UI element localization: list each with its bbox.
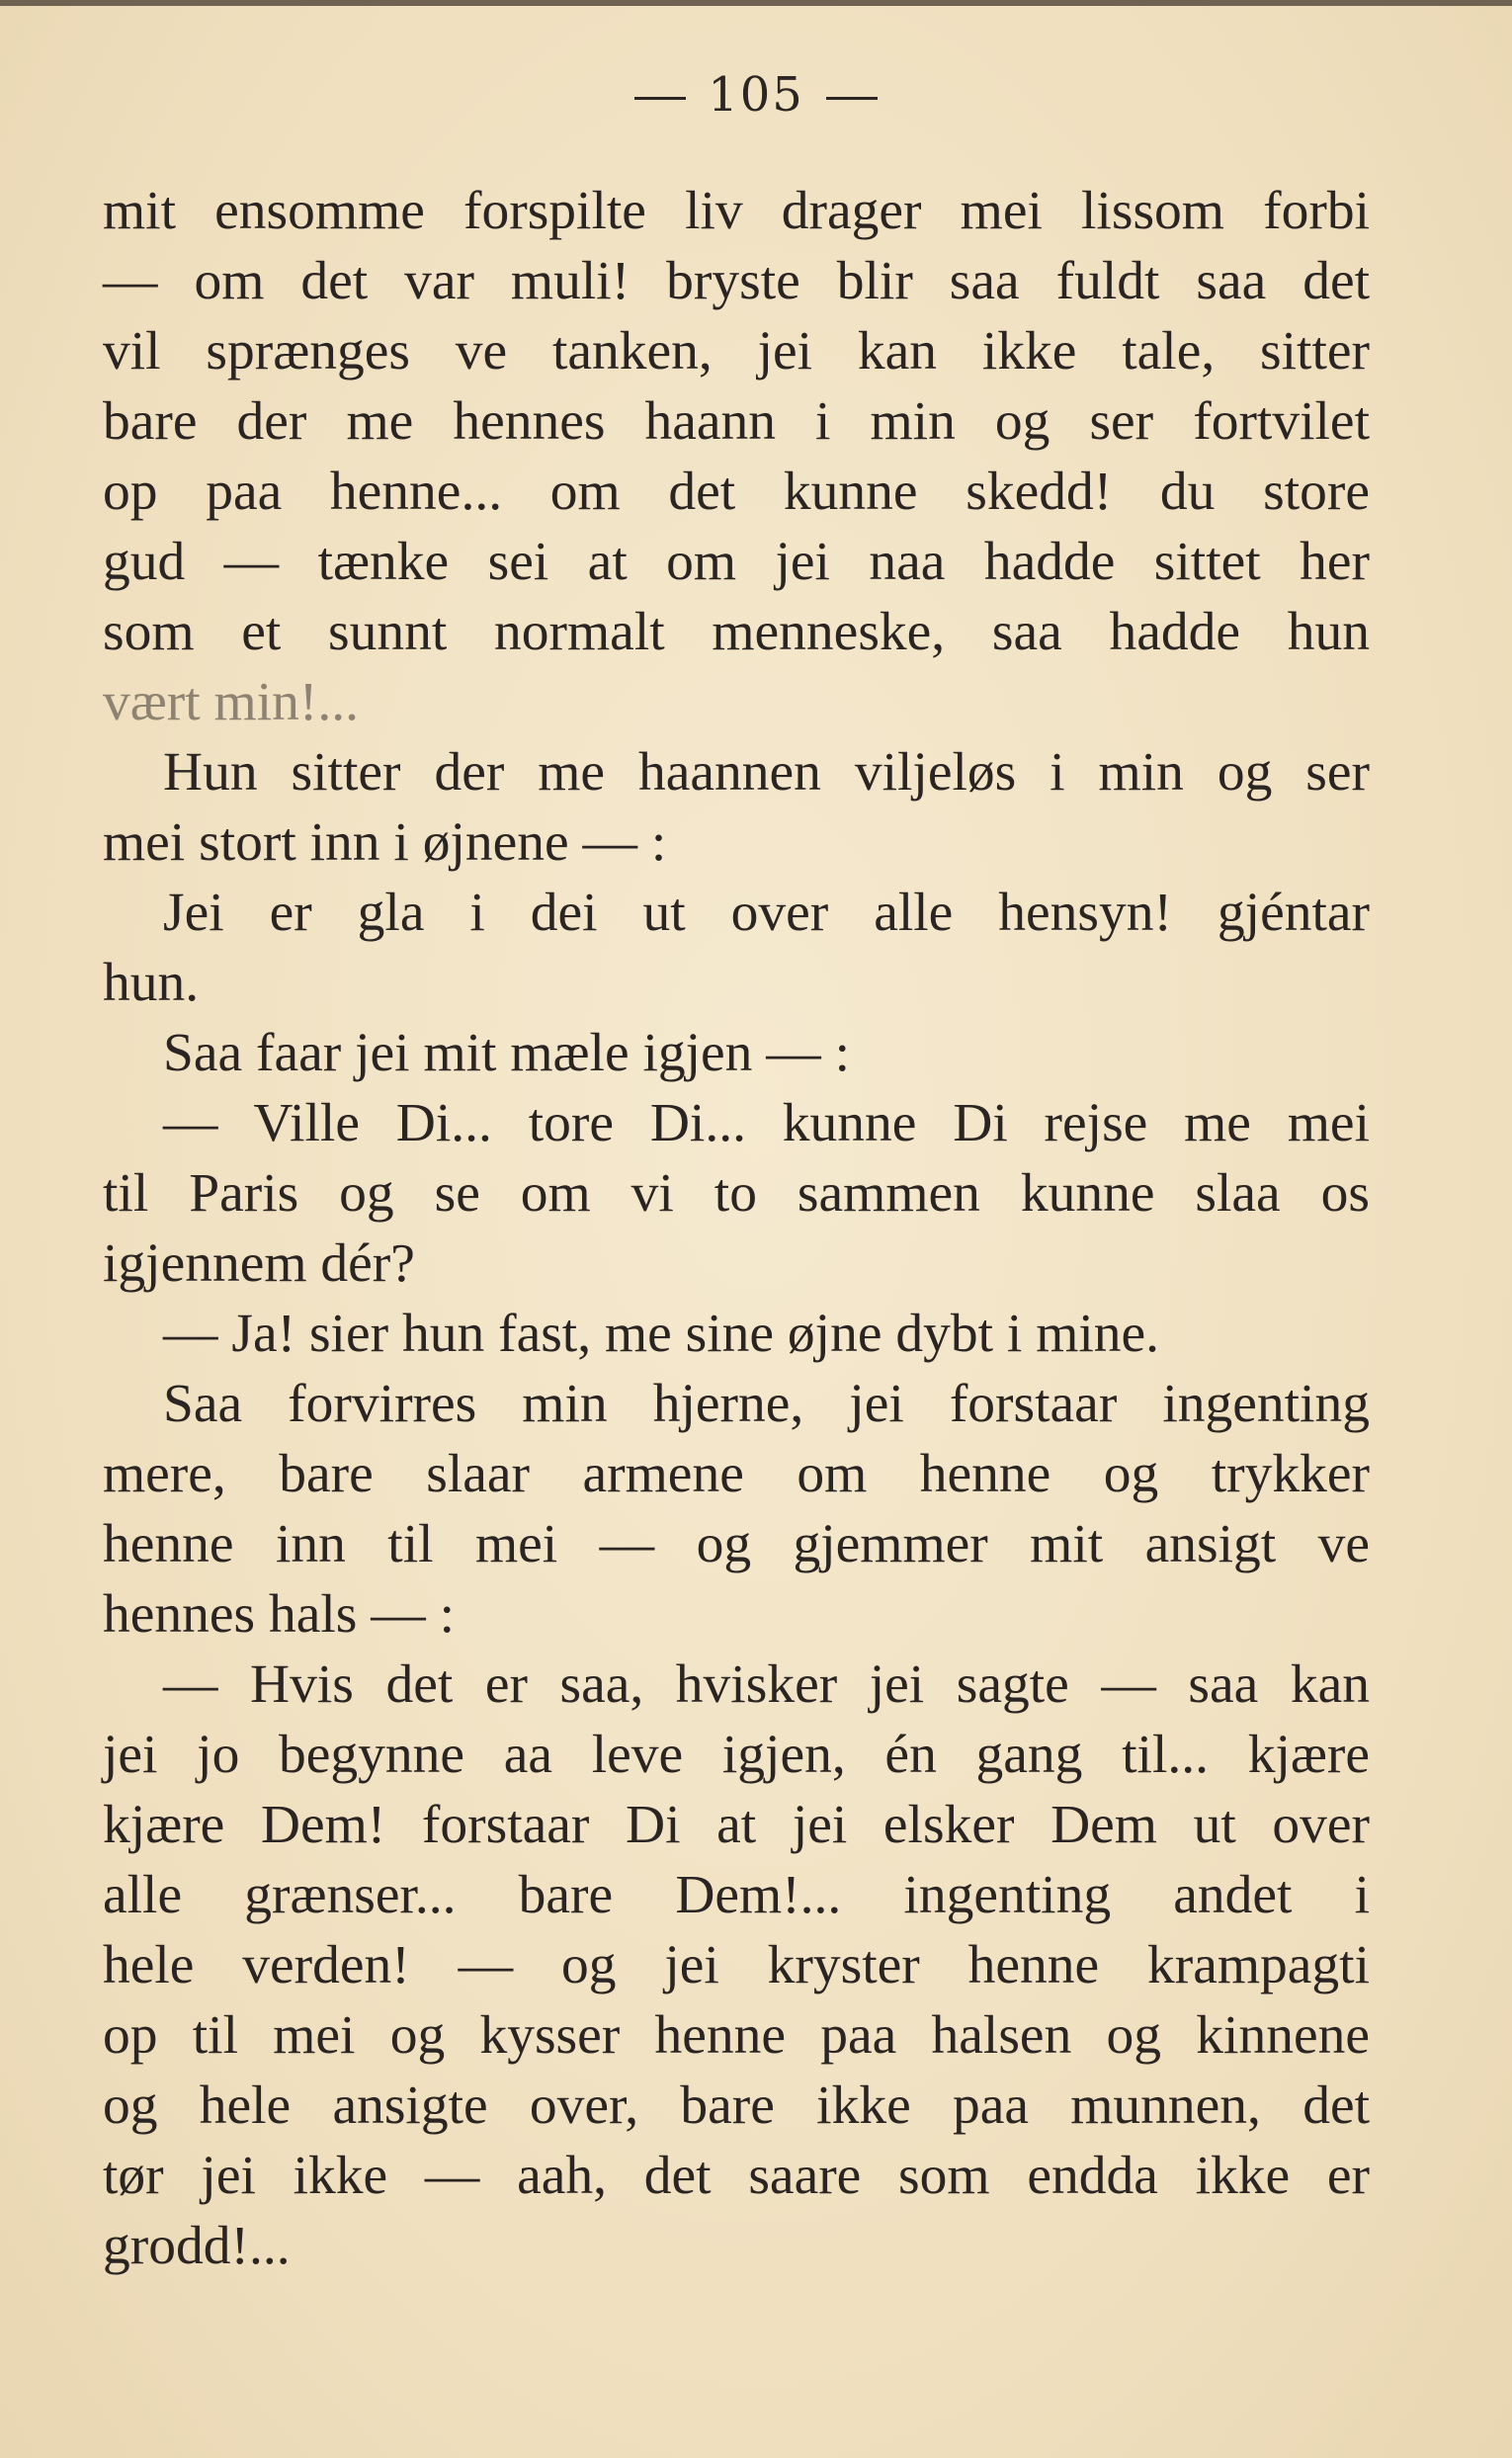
- text-line: mei stort inn i øjnene — :: [103, 812, 667, 873]
- text-line: alle grænser... bare Dem!... ingenting andet i: [103, 1865, 1370, 1925]
- text-line: tør jei ikke — aah, det saare som endda ikke er: [103, 2146, 1370, 2206]
- text-line: op paa henne... om det kunne skedd! du store: [103, 462, 1370, 522]
- text-line: vært min!...: [103, 672, 359, 732]
- text-line: — Hvis det er saa, hvisker jei sagte — saa kan: [163, 1654, 1370, 1715]
- text-line: igjennem dér?: [103, 1233, 415, 1294]
- body-text: [103, 176, 1370, 2281]
- text-line: hennes hals — :: [103, 1584, 456, 1645]
- text-line: til Paris og se om vi to sammen kunne slaa os: [103, 1163, 1370, 1224]
- header-dash-right: [826, 97, 878, 100]
- text-line: jei jo begynne aa leve igjen, én gang til... kjære: [103, 1725, 1370, 1785]
- page-header: [0, 67, 1512, 123]
- text-line: henne inn til mei — og gjemmer mit ansigt ve: [103, 1514, 1370, 1574]
- text-line: Saa faar jei mit mæle igjen — :: [163, 1023, 851, 1083]
- text-line: Hun sitter der me haannen viljeløs i min og ser: [163, 742, 1370, 803]
- text-line: — Ja! sier hun fast, me sine øjne dybt i mine.: [163, 1304, 1160, 1364]
- text-line: — om det var muli! bryste blir saa fuldt saa det: [103, 251, 1370, 311]
- text-line: mere, bare slaar armene om henne og trykker: [103, 1444, 1370, 1504]
- text-line: og hele ansigte over, bare ikke paa munnen, det: [103, 2076, 1370, 2136]
- text-line: hele verden! — og jei kryster henne krampagti: [103, 1935, 1370, 1995]
- page-number: 105: [708, 67, 804, 123]
- text-line: hun.: [103, 953, 200, 1013]
- text-line: Saa forvirres min hjerne, jei forstaar ingenting: [163, 1374, 1370, 1434]
- text-line: vil sprænges ve tanken, jei kan ikke tale, sitter: [103, 321, 1370, 381]
- text-line: grodd!...: [103, 2216, 291, 2276]
- scan-top-edge: [0, 0, 1512, 6]
- header-dash-left: [634, 97, 686, 100]
- text-line: gud — tænke sei at om jei naa hadde sittet her: [103, 532, 1370, 592]
- text-line: mit ensomme forspilte liv drager mei lissom forbi: [103, 181, 1370, 241]
- text-line: op til mei og kysser henne paa halsen og kinnene: [103, 2005, 1370, 2066]
- text-line: bare der me hennes haann i min og ser fortvilet: [103, 391, 1370, 452]
- text-line: som et sunnt normalt menneske, saa hadde hun: [103, 602, 1370, 662]
- text-line: kjære Dem! forstaar Di at jei elsker Dem ut over: [103, 1795, 1370, 1855]
- text-line: Jei er gla i dei ut over alle hensyn! gjéntar: [163, 883, 1370, 943]
- text-line: — Ville Di... tore Di... kunne Di rejse me mei: [163, 1093, 1370, 1153]
